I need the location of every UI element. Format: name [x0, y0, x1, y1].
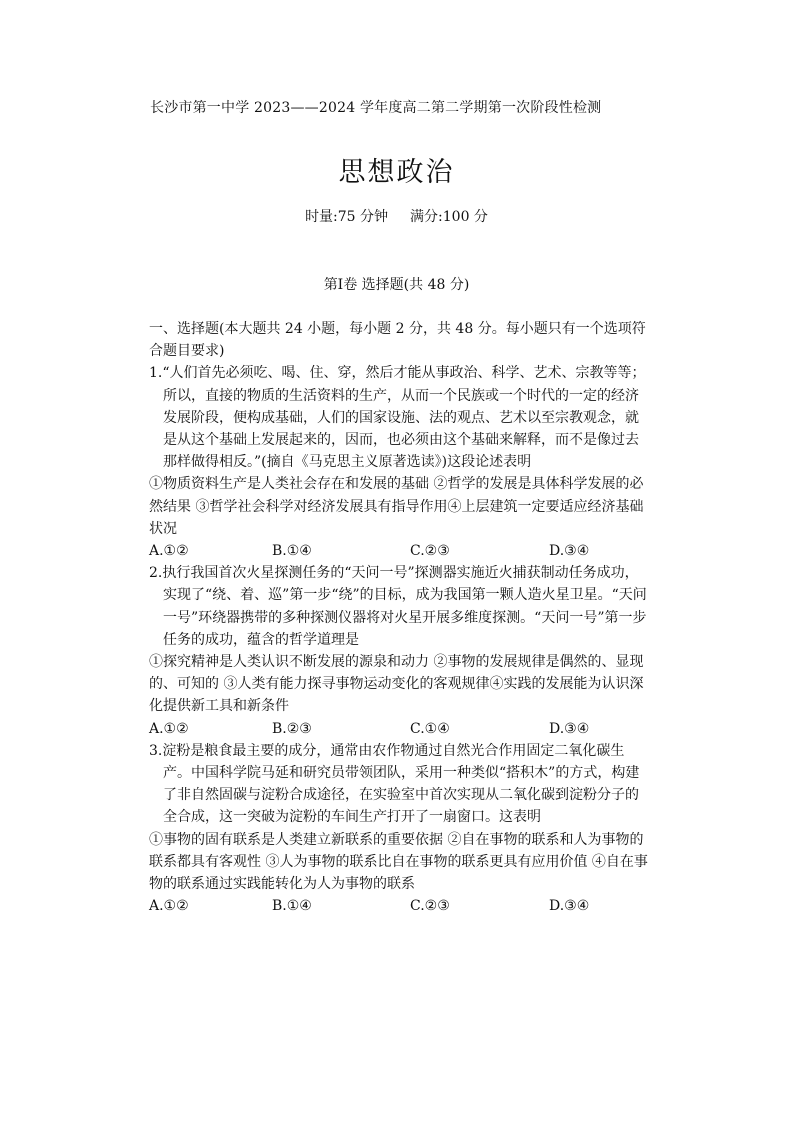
- answer-options: [149, 718, 649, 740]
- question-stem: 1.“人们首先必须吃、喝、住、穿，然后才能从事政治、科学、艺术、宗教等等；所以，直接的物质的生活资料的生产，从而一个民族或一个时代的一定的经济发展阶段，便构成基础，人们的国家设施、法的观点、艺术以至宗教观念，就是从这个基础上发展起来的，因而，也必须由这个基础来解释，而不是像过去那样做得相反。”(摘自《马克思主义原著选读》)这段论述表明: [149, 365, 646, 471]
- exam-meta: [0, 206, 793, 226]
- question-1: [149, 362, 649, 562]
- question-stem: 2.执行我国首次火星探测任务的“天问一号”探测器实施近火捕获制动任务成功，实现了“绕、着、巡”第一步“绕”的目标，成为我国第一颗人造火星卫星。“天问一号”环绕器携带的多种探测仪器将对火星开展多维度探测。“天问一号”第一步任务的成功，蕴含的哲学道理是: [149, 565, 647, 648]
- option-d: D.③④: [549, 543, 590, 560]
- answer-options: [149, 540, 649, 562]
- option-b: B.①④: [272, 898, 312, 915]
- answer-options: [149, 895, 649, 917]
- question-stem: 3.淀粉是粮食最主要的成分，通常由农作物通过自然光合作用固定二氧化碳生产。中国科学院马延和研究员带领团队，采用一种类似“搭积木”的方式，构建了非自然固碳与淀粉合成途径，在实验室中首次实现从二氧化碳到淀粉分子的全合成，这一突破为淀粉的车间生产打开了一扇窗口。这表明: [149, 742, 640, 826]
- section-title: 第Ⅰ卷 选择题(共 48 分): [323, 277, 470, 293]
- section-instructions: 一、选择题(本大题共 24 小题，每小题 2 分，共 48 分。每小题只有一个选项符合题目要求): [149, 321, 646, 360]
- option-d: D.③④: [549, 898, 590, 915]
- option-b: B.②③: [272, 720, 312, 737]
- option-a: A.①②: [149, 543, 189, 560]
- question-statements: ①物质资料生产是人类社会存在和发展的基础 ②哲学的发展是具体科学发展的必然结果 ③哲学社会科学对经济发展具有指导作用④上层建筑一定要适应经济基础状况: [149, 476, 644, 537]
- option-c: C.②③: [410, 898, 450, 915]
- option-a: A.①②: [149, 720, 189, 737]
- question-statements: ①事物的固有联系是人类建立新联系的重要依据 ②自在事物的联系和人为事物的联系都具有客观性 ③人为事物的联系比自在事物的联系更具有应用价值 ④自在事物的联系通过实践能转化为人为事物的联系: [149, 831, 648, 893]
- option-b: B.①④: [272, 543, 312, 560]
- question-statements: ①探究精神是人类认识不断发展的源泉和动力 ②事物的发展规律是偶然的、显现的、可知的 ③人类有能力探寻事物运动变化的客观规律④实践的发展能为认识深化提供新工具和新条件: [149, 654, 644, 715]
- question-3: [149, 740, 649, 918]
- option-c: C.②③: [410, 543, 450, 560]
- question-content: [149, 318, 649, 917]
- page-title: 思想政治: [338, 157, 455, 188]
- time-limit: 时量:75 分钟: [305, 209, 389, 225]
- question-2: [149, 562, 649, 740]
- option-c: C.①④: [410, 720, 450, 737]
- option-d: D.③④: [549, 720, 590, 737]
- option-a: A.①②: [149, 898, 189, 915]
- exam-header: 长沙市第一中学 2023——2024 学年度高二第二学期第一次阶段性检测: [150, 100, 602, 116]
- full-score: 满分:100 分: [410, 209, 488, 225]
